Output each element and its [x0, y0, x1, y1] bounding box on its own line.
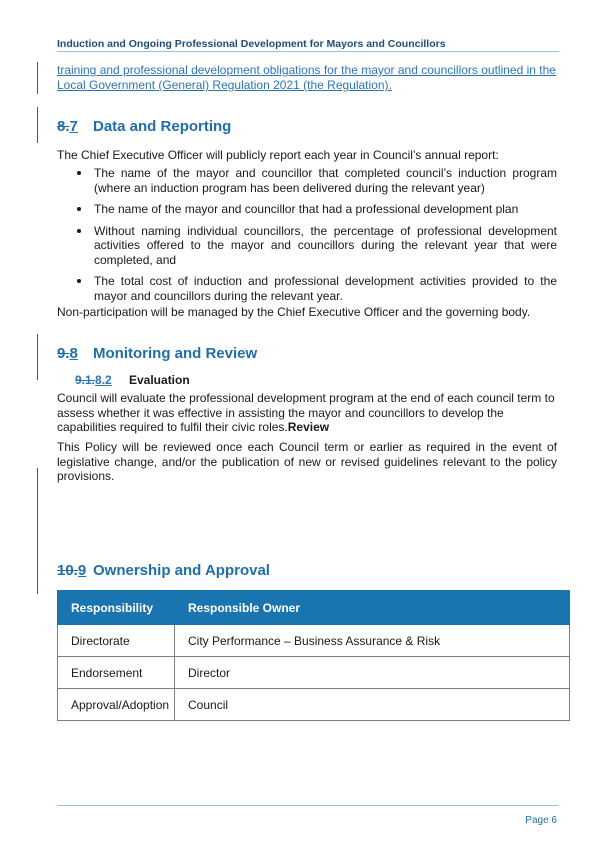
change-bar	[37, 107, 38, 143]
section-title: Ownership and Approval	[93, 562, 270, 579]
table-row	[58, 625, 570, 657]
table-cell: Directorate	[58, 625, 175, 657]
report-bullet-list	[57, 166, 557, 310]
table-cell: Council	[175, 689, 570, 721]
section-number: 10.9	[57, 562, 87, 579]
section-number: 9.8	[57, 345, 78, 362]
section-number: 8.7	[57, 118, 78, 135]
list-item: The total cost of induction and professional development activities provided to the mayor and councillors during the relevant year.	[57, 274, 557, 303]
table-cell: Approval/Adoption	[58, 689, 175, 721]
page-header-title: Induction and Ongoing Professional Development for Mayors and Councillors	[57, 38, 446, 50]
evaluation-text: Council will evaluate the professional development program at the end of each council term to assess whether it was effective in assisting the mayor and councillors to develop the capabilities required to fulfil their civic roles.Review	[57, 391, 555, 434]
table-cell: City Performance – Business Assurance & Risk	[175, 625, 570, 657]
table-cell: Endorsement	[58, 657, 175, 689]
review-label: Review	[287, 420, 330, 434]
footer-rule	[57, 805, 559, 806]
bullet-icon	[77, 279, 81, 283]
section-lead: The Chief Executive Officer will publicly report each year in Council’s annual report:	[57, 148, 499, 162]
table-cell: Director	[175, 657, 570, 689]
change-bar	[37, 468, 38, 594]
section-heading-data-reporting	[57, 118, 231, 135]
table-row	[58, 689, 570, 721]
section-closing: Non-participation will be managed by the Chief Executive Officer and the governing body.	[57, 305, 531, 319]
section-heading-ownership-approval	[57, 562, 270, 579]
subsection-heading-evaluation	[75, 373, 190, 387]
change-bar	[37, 62, 38, 94]
column-header: Responsibility	[58, 591, 175, 625]
ownership-table	[57, 590, 570, 721]
section-heading-monitoring-review	[57, 345, 257, 362]
change-bar	[37, 334, 38, 380]
subsection-title: Evaluation	[129, 373, 190, 387]
bullet-icon	[77, 207, 81, 211]
list-item: The name of the mayor and councillor that completed council’s induction program (where an induction program has been delivered during the relevant year)	[57, 166, 557, 195]
table-row	[58, 657, 570, 689]
list-item: The name of the mayor and councillor that had a professional development plan	[57, 202, 557, 217]
header-rule	[57, 51, 559, 52]
subsection-number: 9.1.8.2	[75, 373, 112, 387]
column-header: Responsible Owner	[175, 591, 570, 625]
table-header-row	[58, 591, 570, 625]
section-title: Data and Reporting	[93, 118, 232, 135]
list-item: Without naming individual councillors, the percentage of professional development activities offered to the mayor and councillors during the relevant year that were completed, and	[57, 224, 557, 268]
review-text: This Policy will be reviewed once each Council term or earlier as required in the event of legislative change, and/or the publication of new or revised guidelines relevant to the policy provisions.	[57, 440, 557, 483]
intro-text: training and professional development obligations for the mayor and councillors outlined in the Local Government (General) Regulation 2021 (the Regulation).	[57, 63, 556, 92]
page-number: Page 6	[525, 815, 557, 826]
bullet-icon	[77, 229, 81, 233]
bullet-icon	[77, 171, 81, 175]
section-title: Monitoring and Review	[93, 345, 258, 362]
